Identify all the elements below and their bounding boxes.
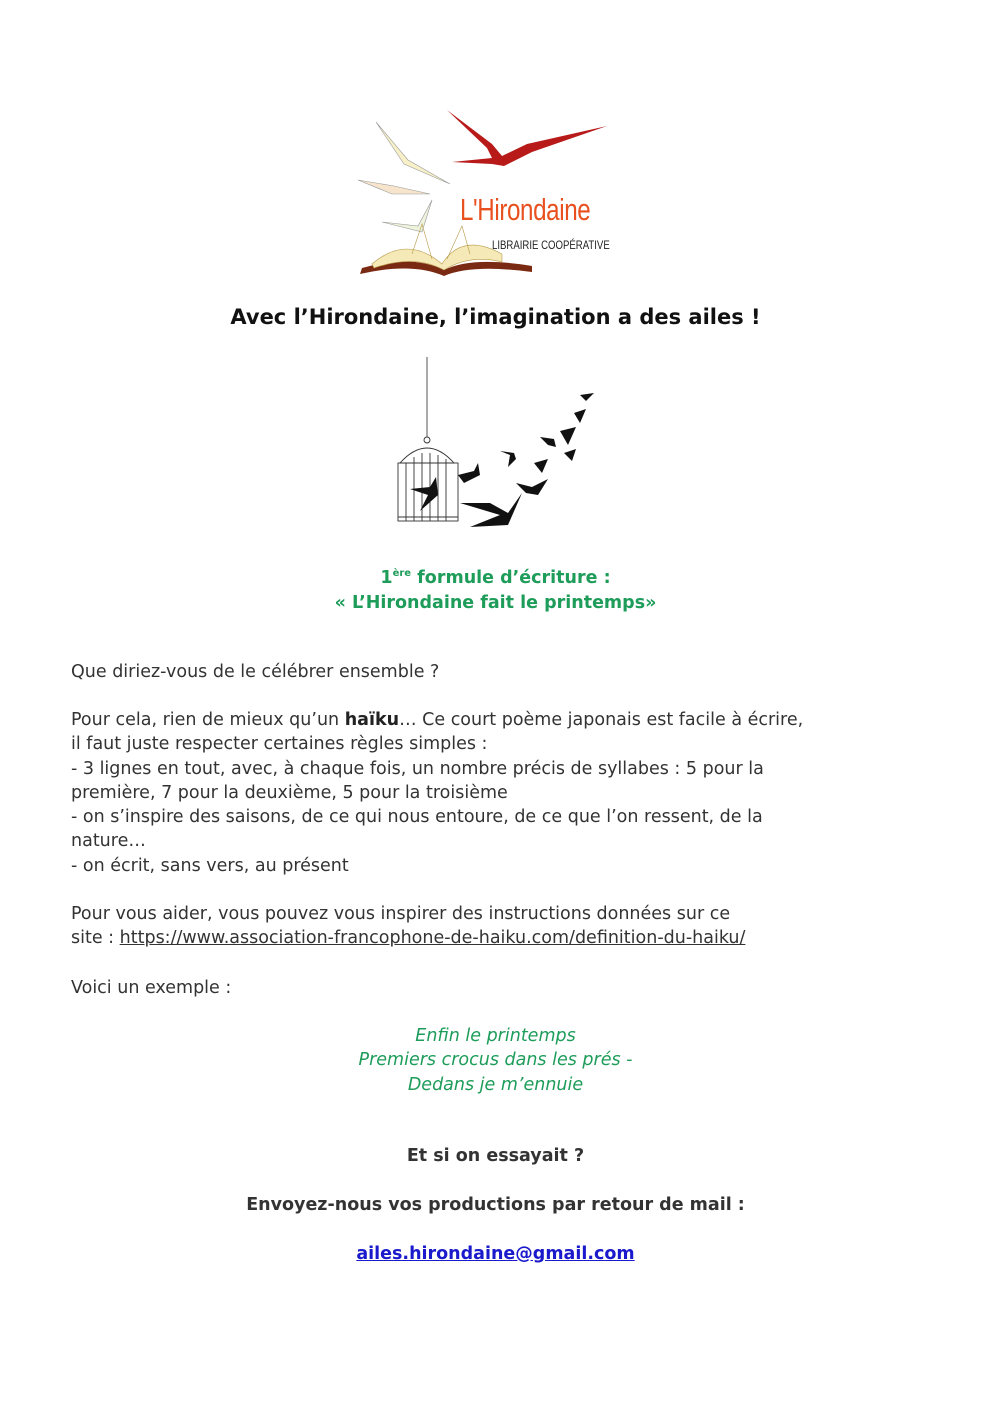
help-prefix: site : bbox=[71, 928, 120, 949]
paper-bird-icon bbox=[376, 122, 450, 184]
birdcage-illustration bbox=[390, 355, 600, 535]
example-label: Voici un exemple : bbox=[71, 978, 232, 998]
rule-3: - on écrit, sans vers, au présent bbox=[71, 855, 349, 876]
birdcage-icon bbox=[398, 437, 458, 521]
swallow-icon bbox=[458, 463, 480, 483]
rule-2-cont: nature… bbox=[71, 831, 146, 852]
formula-number: 1 bbox=[380, 568, 393, 588]
swallow-icon bbox=[500, 451, 516, 467]
rule-2: - on s’inspire des saisons, de ce qui nous entoure, de ce que l’on ressent, de la bbox=[71, 807, 763, 828]
swallow-icon bbox=[540, 437, 556, 447]
paper-bird-icon bbox=[358, 180, 430, 194]
send-instructions: Envoyez-nous vos productions par retour de mail : bbox=[246, 1195, 745, 1215]
formula-heading bbox=[0, 561, 991, 616]
haiku-rules-paragraph bbox=[71, 708, 931, 878]
haiku-definition-link[interactable]: https://www.association-francophone-de-haiku.com/definition-du-haiku/ bbox=[119, 928, 746, 949]
rule-1: - 3 lignes en tout, avec, à chaque fois, un nombre précis de syllabes : 5 pour la bbox=[71, 758, 764, 779]
haiku-term: haïku bbox=[344, 710, 400, 730]
logo bbox=[352, 104, 614, 276]
formula-line-2: « L’Hirondaine fait le printemps» bbox=[334, 593, 657, 613]
help-line-1: Pour vous aider, vous pouvez vous inspirer des instructions données sur ce bbox=[71, 904, 731, 924]
p2-text-end: … Ce court poème japonais est facile à écrire, bbox=[399, 710, 804, 730]
formula-label: formule d’écriture : bbox=[411, 568, 611, 588]
swallow-icon bbox=[560, 427, 576, 445]
swallow-icon bbox=[460, 493, 522, 527]
help-paragraph bbox=[71, 902, 931, 951]
haiku-line-1: Enfin le printemps bbox=[415, 1026, 576, 1046]
email-line bbox=[0, 1244, 991, 1264]
swallow-icon bbox=[534, 459, 548, 473]
email-link[interactable]: ailes.hirondaine@gmail.com bbox=[356, 1244, 635, 1264]
p2-line-2: il faut juste respecter certaines règles simples : bbox=[71, 734, 488, 755]
swallow-icon bbox=[580, 393, 594, 401]
p2-text: Pour cela, rien de mieux qu’un bbox=[71, 710, 345, 730]
call-to-action: Et si on essayait ? bbox=[406, 1146, 585, 1166]
logo-title: L'Hirondaine bbox=[460, 192, 591, 227]
formula-line-1 bbox=[0, 561, 991, 591]
logo-subtitle: LIBRAIRIE COOPÉRATIVE bbox=[492, 238, 610, 252]
swallow-icon bbox=[516, 479, 548, 495]
haiku-line-3: Dedans je m’ennuie bbox=[407, 1074, 584, 1095]
example-haiku bbox=[0, 1024, 991, 1097]
rule-1-cont: première, 7 pour la deuxième, 5 pour la troisième bbox=[71, 782, 508, 803]
paper-bird-icon bbox=[382, 200, 432, 232]
red-swallow-icon bbox=[447, 110, 607, 166]
page-headline: Avec l’Hirondaine, l’imagination a des ailes ! bbox=[230, 305, 761, 329]
haiku-line-2: Premiers crocus dans les prés - bbox=[358, 1050, 633, 1071]
swallow-icon bbox=[564, 449, 576, 461]
swallow-icon bbox=[574, 409, 586, 423]
intro-question: Que diriez-vous de le célébrer ensemble ? bbox=[71, 662, 440, 682]
formula-superscript: ère bbox=[392, 568, 412, 579]
